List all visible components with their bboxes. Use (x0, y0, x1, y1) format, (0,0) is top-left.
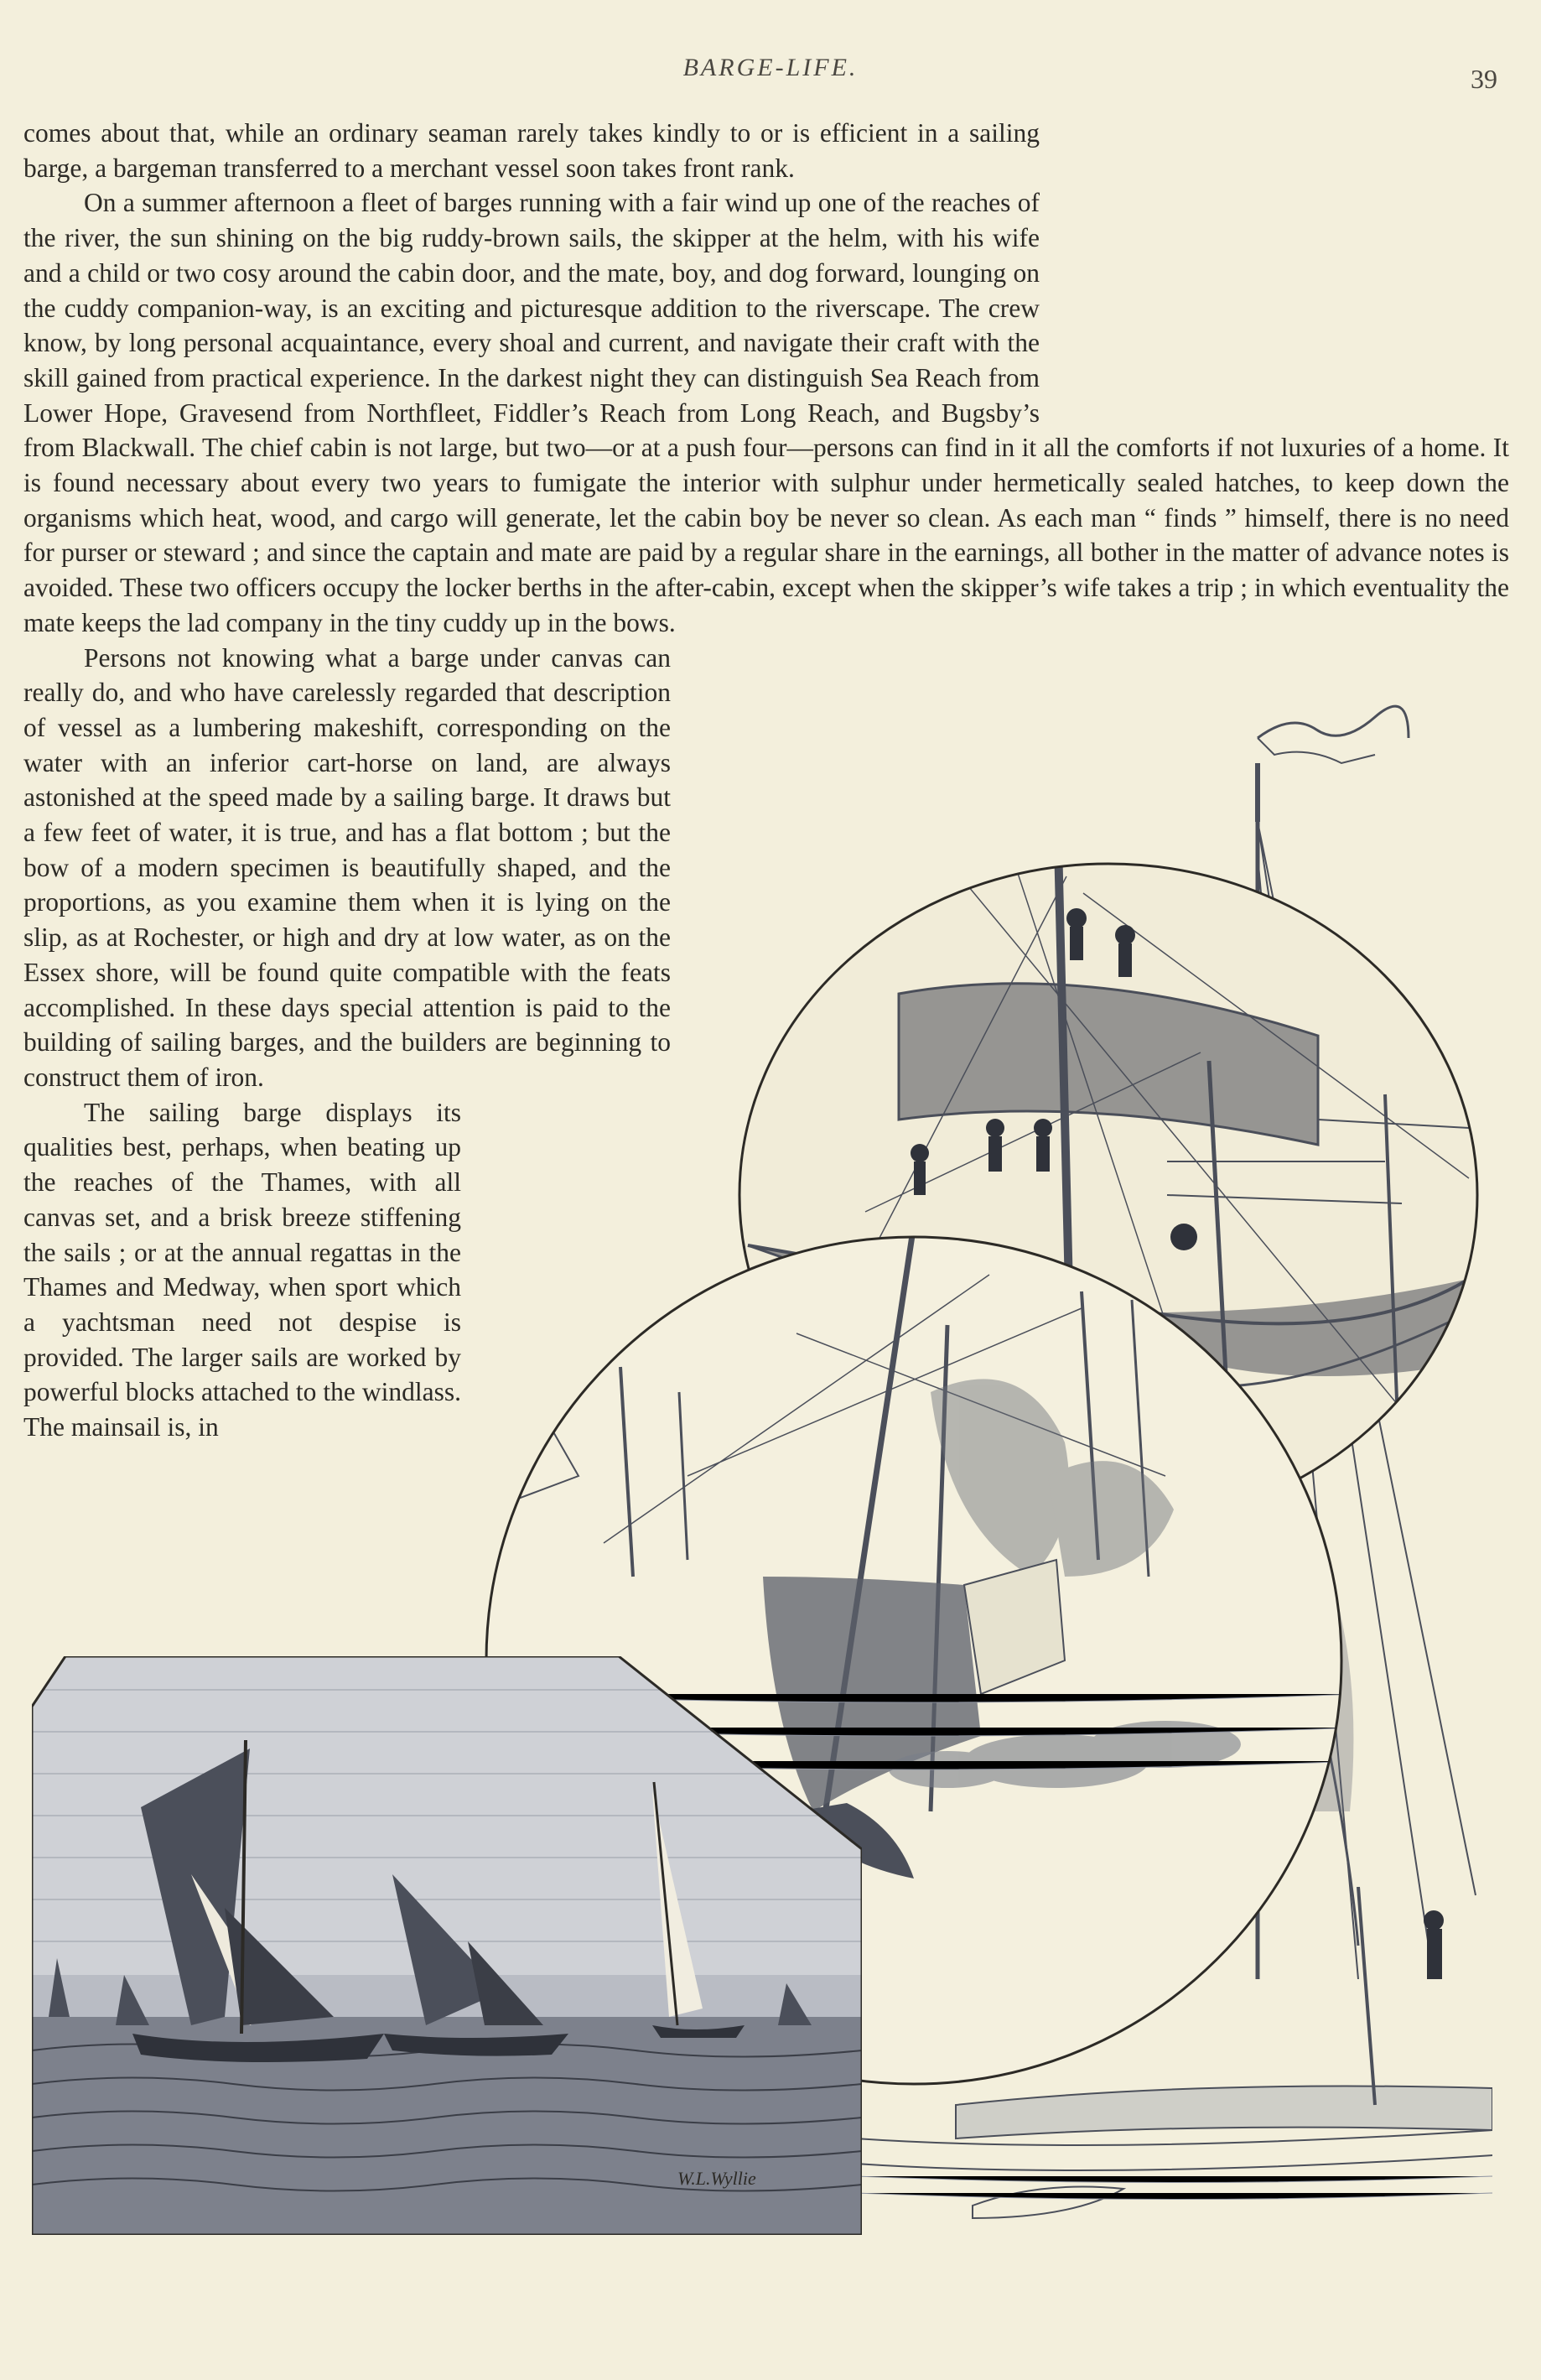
page-header (0, 50, 1541, 92)
artist-signature: W.L.Wyllie (677, 2168, 756, 2189)
wrap-spacer (1040, 116, 1509, 418)
paragraph-1: comes about that, while an ordinary seaman rarely takes kindly to or is efficient in a sailing barge, a bargeman transferred to a merchant vessel soon takes front rank. (23, 118, 1040, 183)
paragraph-2: On a summer afternoon a fleet of barges running with a fair wind up one of the reaches of the river, the sun shining on the big ruddy-brown sails, the skipper at the helm, with his wife and a child or two cosy around the cabin door, and the mate, boy, and dog forward, lounging on the cuddy companion-way, is an exciting and picturesque addition to the riverscape. The crew know, by long personal acquaintance, every shoal and current, and navigate their craft with the skill gained from practical experience. In the darkest night they can distinguish Sea Reach from Lower Hope, Gravesend from Northfleet, Fiddler’s Reach from Long Reach, and Bugsby’s from Blackwall. The chief cabin is not large, but two—or at a push four—persons can find in it all the comforts if not luxuries of a home. It is found necessary about every two years to fumigate the interior with sulphur under hermetically sealed hatches, to keep down the organisms which heat, wood, and cargo will generate, let the cabin boy be never so clean. As each man “ finds ” himself, there is no need for purser or steward ; and since the captain and mate are paid by a regular share in the earnings, all bother in the matter of advance notes is avoided. These two officers occupy the locker berths in the after-cabin, except when the skipper’s wife takes a trip ; in which eventuality the mate keeps the lad company in the tiny cuddy up in the bows. (23, 188, 1509, 637)
paragraph-4: The sailing barge displays its qualities best, perhaps, when beating up the reaches of the Thames, with all canvas set, and a brisk breeze stiffening the sails ; or at the annual regattas in the Thames and Medway, when sport which a yachtsman need not despise is provided. The larger sails are worked by powerful blocks attached to the windlass. The mainsail is, in (23, 1097, 461, 1442)
running-title: BARGE-LIFE. (682, 54, 859, 81)
paragraph-3: Persons not knowing what a barge under canvas can really do, and who have carelessly regarded that description of vessel as a lumbering makeshift, corresponding on the water with an inferior cart-horse on land, are always astonished at the speed made by a sailing barge. It draws but a few feet of water, it is true, and has a flat bottom ; but the bow of a modern specimen is beautifully shaped, and the proportions, as you examine them when it is lying on the slip, as at Rochester, or high and dry at low water, as on the Essex shore, will be found quite compatible with the feats accomplished. In these days special attention is paid to the building of sailing barges, and the builders are beginning to construct them of iron. (23, 642, 671, 1092)
regatta-vignette (32, 1656, 862, 2235)
page-number: 39 (1471, 64, 1497, 94)
